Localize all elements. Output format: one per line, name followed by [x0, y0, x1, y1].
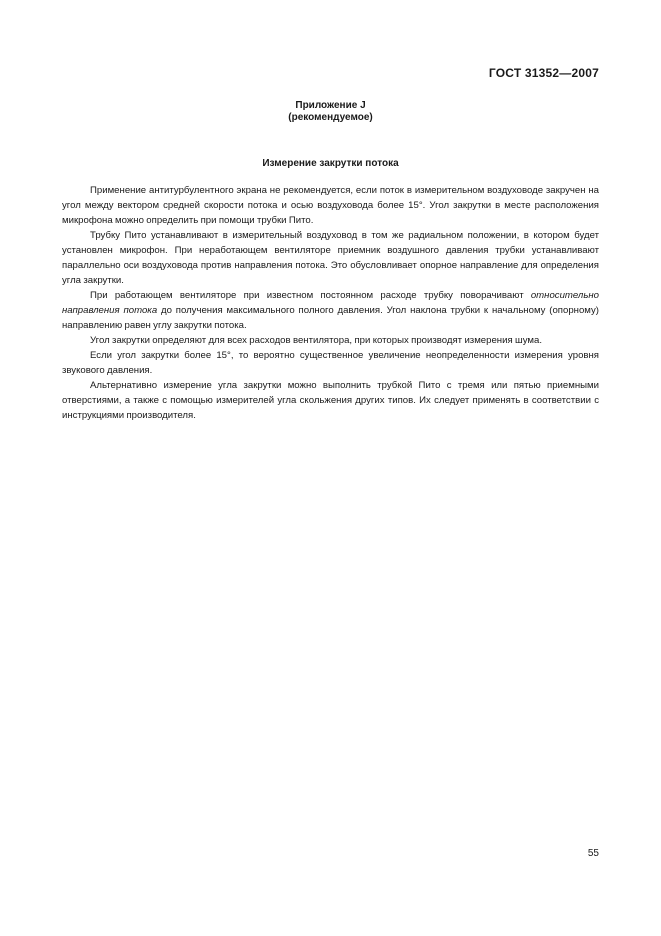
page-number: 55: [587, 848, 599, 859]
annex-title: Приложение J: [295, 100, 366, 111]
paragraph-4: Угол закрутки определяют для всех расходов вентилятора, при которых производят измерения шума.: [90, 335, 543, 346]
standard-code: ГОСТ 31352—2007: [488, 66, 599, 80]
section-heading: Измерение закрутки потока: [262, 158, 399, 169]
paragraph-5: Если угол закрутки более 15°, то вероятно существенное увеличение неопределенности измерения уровня звукового давления.: [62, 350, 599, 376]
annex-title-block: [0, 100, 661, 124]
paragraph-3-start: При работающем вентиляторе при известном постоянном расходе трубку поворачивают: [90, 290, 531, 301]
paragraph-3: [62, 288, 599, 333]
paragraph-6: Альтернативно измерение угла закрутки можно выполнить трубкой Пито с тремя или пятью приемными отверстиями, а также с помощью измерителей угла скольжения других типов. Их следует применять в соответствии с инструкциями производителя.: [62, 380, 599, 421]
body-text: [62, 183, 599, 423]
paragraph-1: Применение антитурбулентного экрана не рекомендуется, если поток в измерительном воздуховоде закручен на угол между вектором средней скорости потока и осью воздуховода более 15°. Угол закрутки в месте расположения микрофона можно определить при помощи трубки Пито.: [62, 185, 599, 226]
paragraph-2: Трубку Пито устанавливают в измерительный воздуховод в том же радиальном положении, в котором будет установлен микрофон. При неработающем вентиляторе приемник воздушного давления трубки устанавливают параллельно оси воздуховода против направления потока. Это обусловливает опорное направление для определения угла закрутки.: [62, 230, 599, 286]
paragraph-3-end: до получения максимального полного давления. Угол наклона трубки к начальному (опорному) направлению равен углу закрутки потока.: [62, 305, 599, 331]
annex-subtitle: (рекомендуемое): [288, 112, 373, 123]
paragraph-3-italic: относительно направления потока: [62, 290, 599, 316]
